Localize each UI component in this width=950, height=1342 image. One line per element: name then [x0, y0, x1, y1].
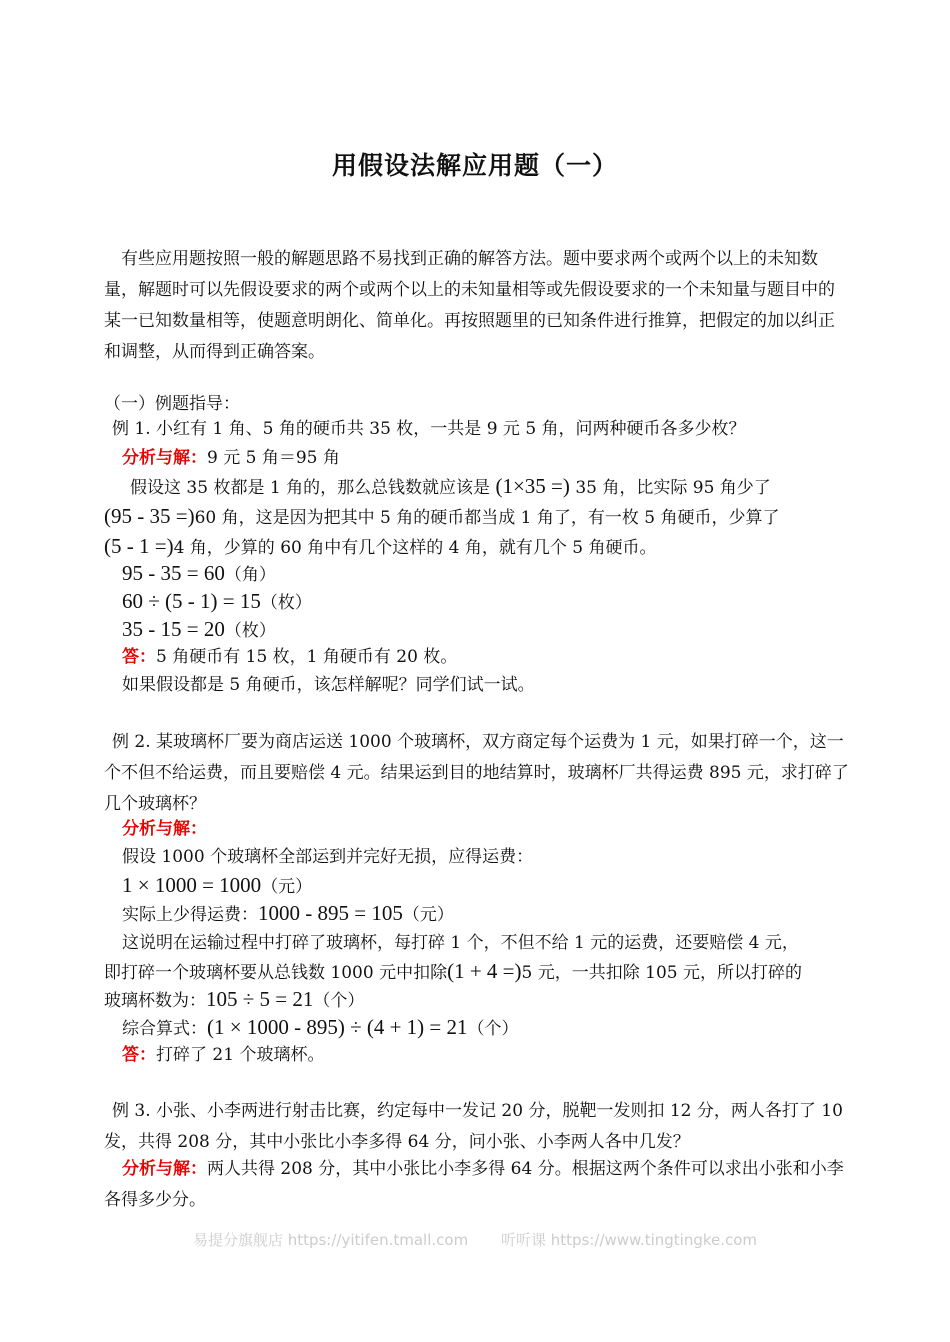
example-1-analysis — [122, 444, 340, 472]
example-2-problem: 例 2. 某玻璃杯厂要为商店运送 1000 个玻璃杯，双方商定每个运费为 1 元，如果打碎一个，这一个不但不给运费，而且要赔偿 4 元。结果运到目的地结算时，玻璃杯厂共得运费 895 元，求打碎了几个玻璃杯？ — [104, 732, 849, 814]
example-2-explanation-line-3 — [104, 985, 364, 1015]
math-expression: (5 - 1 =) — [104, 534, 174, 558]
footer-watermark — [0, 1229, 950, 1250]
text: 4 角，少算的 60 角中有几个这样的 4 角，就有几个 5 角硬币。 — [173, 538, 657, 558]
math-expression: (95 - 35 =) — [104, 504, 195, 528]
example-3-analysis — [104, 1154, 850, 1216]
analysis-label: 分析与解： — [122, 448, 207, 468]
answer-text: 5 角硬币有 15 枚，1 角硬币有 20 枚。 — [156, 647, 458, 667]
answer-label: 答： — [122, 1045, 156, 1065]
equation: 95 - 35 = 60 — [122, 561, 225, 585]
equation: 105 ÷ 5 = 21 — [206, 987, 314, 1011]
equation: 35 - 15 = 20 — [122, 617, 225, 641]
example-1-problem: 例 1. 小红有 1 角、5 角的硬币共 35 枚，一共是 9 元 5 角，问两种硬币各多少枚？ — [112, 419, 746, 439]
unit: （个） — [313, 991, 365, 1011]
text: 5 元，一共扣除 105 元，所以打碎的 — [521, 963, 802, 983]
unit: （元） — [402, 905, 454, 925]
example-2-explanation-line-1: 这说明在运输过程中打碎了玻璃杯，每打碎 1 个，不但不给 1 元的运费，还要赔偿 4 元， — [122, 933, 799, 953]
text: 实际上少得运费： — [122, 905, 258, 925]
answer-text: 打碎了 21 个玻璃杯。 — [156, 1045, 325, 1065]
text: 假设这 35 枚都是 1 角的，那么总钱数就应该是 — [130, 478, 491, 498]
example-2-assumption: 假设 1000 个玻璃杯全部运到并完好无损，应得运费： — [122, 847, 534, 867]
answer-label: 答： — [122, 647, 156, 667]
unit: （元） — [261, 877, 313, 897]
text: 玻璃杯数为： — [104, 991, 206, 1011]
example-2-equation-2 — [122, 899, 454, 929]
example-1-reasoning-line-3 — [104, 532, 656, 562]
unit: （枚） — [224, 621, 276, 641]
analysis-text: 两人共得 208 分，其中小张比小李多得 64 分。根据这两个条件可以求出小张和小李各得多少分。 — [104, 1159, 844, 1210]
example-1-reasoning-line-2 — [104, 502, 779, 532]
equation: 60 ÷ (5 - 1) = 15 — [122, 589, 261, 613]
text: 综合算式： — [122, 1019, 207, 1039]
text: 35 角，比实际 95 角少了 — [575, 478, 771, 498]
analysis-label: 分析与解： — [122, 819, 207, 839]
text: 即打碎一个玻璃杯要从总钱数 1000 元中扣除 — [104, 963, 448, 983]
example-1-equation-1 — [122, 559, 276, 589]
section-heading: （一）例题指导： — [104, 394, 240, 414]
unit: （枚） — [260, 593, 312, 613]
example-2-answer — [122, 1041, 324, 1069]
example-2-analysis — [122, 815, 207, 843]
analysis-label: 分析与解： — [122, 1159, 207, 1179]
analysis-text: 9 元 5 角＝95 角 — [207, 448, 340, 468]
intro-paragraph: 有些应用题按照一般的解题思路不易找到正确的解答方法。题中要求两个或两个以上的未知数量，解题时可以先假设要求的两个或两个以上的未知量相等或先假设要求的一个未知量与题目中的某一已知数量相等，使题意明朗化、简单化。再按照题里的已知条件进行推算，把假定的加以纠正和调整，从而得到正确答案。 — [104, 249, 835, 362]
example-1-equation-2 — [122, 587, 312, 617]
unit: （角） — [224, 565, 276, 585]
example-1-followup: 如果假设都是 5 角硬币，该怎样解呢？同学们试一试。 — [122, 675, 535, 695]
example-2-explanation-line-2 — [104, 957, 802, 987]
math-expression: (1×35 =) — [495, 474, 570, 498]
math-expression: (1 + 4 =) — [447, 959, 522, 983]
unit: （个） — [467, 1019, 519, 1039]
footer-store-1: 易提分旗舰店 https://yitifen.tmall.com — [192, 1231, 469, 1249]
equation: 1 × 1000 = 1000 — [122, 873, 262, 897]
footer-store-2: 听听课 https://www.tingtingke.com — [500, 1231, 758, 1249]
example-1-equation-3 — [122, 615, 276, 645]
equation: 1000 - 895 = 105 — [258, 901, 403, 925]
text: 60 角，这是因为把其中 5 角的硬币都当成 1 角了，有一枚 5 角硬币，少算了 — [194, 508, 780, 528]
page-title: 用假设法解应用题（一） — [331, 151, 618, 180]
example-2-equation-1 — [122, 871, 312, 901]
example-1-answer — [122, 643, 457, 671]
example-2-combined-formula — [122, 1013, 519, 1043]
example-3-problem: 例 3. 小张、小李两进行射击比赛，约定每中一发记 20 分，脱靶一发则扣 12 分，两人各打了 10 发，共得 208 分，其中小张比小李多得 64 分，问小张、小李两人各中几发？ — [104, 1101, 843, 1152]
equation: (1 × 1000 - 895) ÷ (4 + 1) = 21 — [207, 1015, 468, 1039]
example-1-reasoning-line-1 — [130, 472, 771, 502]
